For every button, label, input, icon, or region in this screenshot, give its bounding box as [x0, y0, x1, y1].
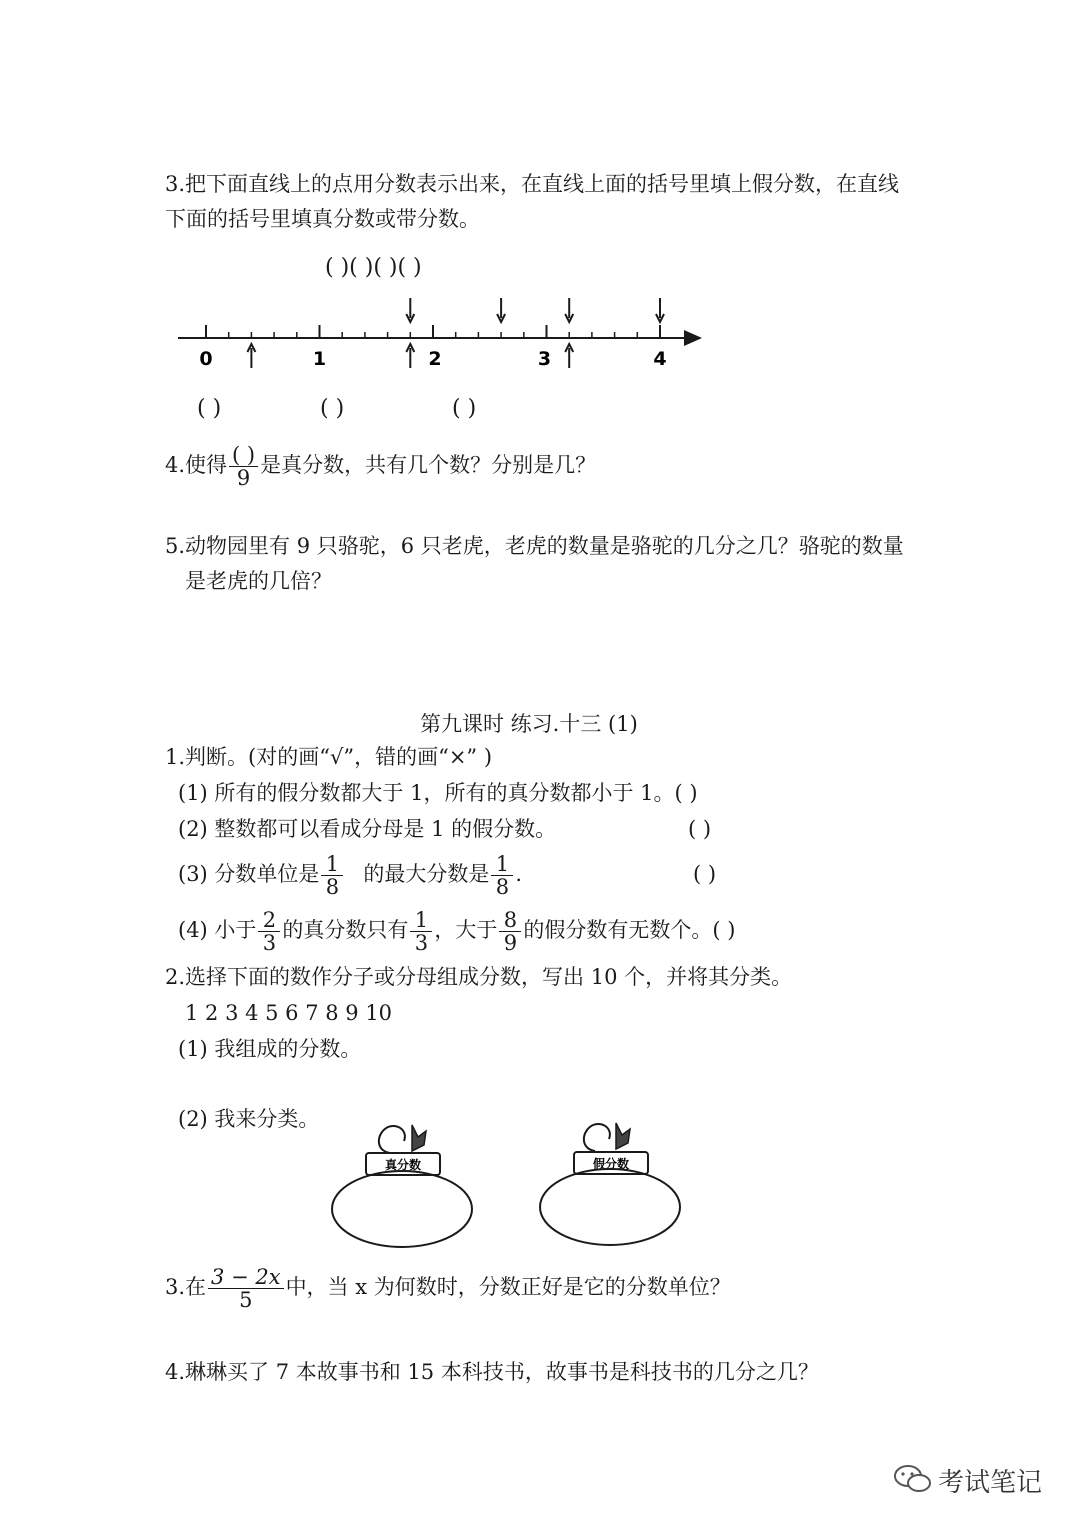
up-arrow-icon — [406, 344, 414, 368]
down-arrow-icon — [497, 298, 505, 322]
number-line-label-3: 3 — [537, 348, 552, 370]
bottom-paren-2: ( ) — [320, 396, 345, 421]
item4-end: 的假分数有无数个。( ) — [523, 918, 736, 942]
item4-fraction-1 — [258, 909, 280, 954]
judge-item-2: (2) 整数都可以看成分母是 1 的假分数。 — [178, 817, 557, 841]
down-arrow-icon — [656, 298, 664, 322]
frac-num: 2 — [258, 909, 280, 932]
q4-prefix: 4.使得 — [165, 453, 228, 477]
judge-item-3-paren: ( ) — [693, 862, 717, 886]
q4-numerator: ( ) — [229, 444, 258, 467]
squirrel-icon — [379, 1125, 426, 1153]
bottom-paren-3: ( ) — [452, 396, 477, 421]
frac-den: 9 — [503, 931, 518, 955]
number-line-ticks — [206, 325, 660, 338]
judge-item-3 — [178, 848, 522, 900]
number-line-label-4: 4 — [653, 348, 667, 370]
down-arrow-icon — [565, 298, 573, 322]
q2-sub2: (2) 我来分类。 — [178, 1107, 320, 1131]
number-line-label-2: 2 — [428, 348, 442, 370]
number-line-label-0: 0 — [199, 348, 213, 370]
q2-heading: 2.选择下面的数作分子或分母组成分数，写出 10 个，并将其分类。 — [165, 965, 793, 989]
item3-mid: 的最大分数是 — [363, 862, 490, 886]
judge-item-1: (1) 所有的假分数都大于 1，所有的真分数都小于 1。( ) — [178, 781, 698, 805]
q5-line2: 是老虎的几倍？ — [185, 569, 332, 593]
judge-item-2-paren: ( ) — [688, 817, 712, 841]
bottom-paren-1: ( ) — [197, 396, 222, 421]
wechat-icon — [893, 1462, 933, 1496]
up-arrow-icon — [565, 344, 573, 368]
q4b-text: 4.琳琳买了 7 本故事书和 15 本科技书，故事书是科技书的几分之几？ — [165, 1360, 819, 1384]
q4-denominator: 9 — [236, 466, 251, 490]
frac-num: 1 — [491, 853, 513, 876]
q3-text-line2: 下面的括号里填真分数或带分数。 — [165, 207, 480, 231]
q3b-suffix: 中，当 x 为何数时，分数正好是它的分数单位？ — [285, 1275, 731, 1299]
number-line-labels — [199, 348, 666, 370]
number-line-label-1: 1 — [312, 348, 327, 370]
classification-figure — [320, 1115, 700, 1255]
q3b-prefix: 3.在 — [165, 1275, 207, 1299]
section-title: 第九课时 练习.十三 (1) — [420, 712, 638, 736]
watermark-text: 考试笔记 — [938, 1468, 1043, 1498]
up-arrow-icon — [247, 344, 255, 368]
judge-heading: 1.判断。(对的画“√”，错的画“×” ) — [165, 745, 493, 769]
q2-numbers: 1 2 3 4 5 6 7 8 9 10 — [185, 1001, 393, 1025]
q3b-denominator: 5 — [239, 1288, 253, 1312]
frac-den: 8 — [495, 875, 510, 899]
set-improper-fraction — [540, 1169, 680, 1245]
frac-num: 1 — [410, 909, 432, 932]
q3-text-line1: 3.把下面直线上的点用分数表示出来，在直线上面的括号里填上假分数，在直线 — [165, 172, 900, 196]
set-true-fraction — [332, 1171, 472, 1247]
sign-true-fraction-label: 真分数 — [384, 1158, 422, 1172]
number-line-figure — [0, 0, 1080, 440]
q5-line1: 5.动物园里有 9 只骆驼，6 只老虎，老虎的数量是骆驼的几分之几？骆驼的数量 — [165, 534, 904, 558]
q4-fraction — [229, 444, 258, 489]
item3-prefix: (3) 分数单位是 — [178, 862, 320, 886]
sign-improper-fraction-label: 假分数 — [592, 1157, 630, 1171]
frac-den: 8 — [325, 875, 340, 899]
q4-suffix: 是真分数，共有几个数？分别是几？ — [260, 453, 597, 477]
q3b-fraction — [208, 1266, 284, 1311]
down-arrow-icon — [406, 298, 414, 322]
frac-num: 1 — [321, 853, 343, 876]
judge-item-4 — [178, 904, 735, 956]
item4-fraction-2 — [410, 909, 432, 954]
q4-line — [165, 440, 596, 490]
item3-end: . — [515, 862, 523, 886]
frac-den: 3 — [262, 931, 277, 955]
frac-num: 8 — [499, 909, 521, 932]
q3b-line — [165, 1260, 731, 1314]
frac-den: 3 — [414, 931, 429, 955]
q3b-numerator: 3 − 2x — [208, 1266, 284, 1289]
squirrel-icon — [584, 1123, 630, 1151]
item3-fraction-1 — [321, 853, 343, 898]
item4-mid1: 的真分数只有 — [282, 918, 409, 942]
q2-sub1: (1) 我组成的分数。 — [178, 1037, 362, 1061]
top-answer-parens: ( )( )( )( ) — [325, 255, 422, 280]
item4-mid2: ，大于 — [434, 918, 498, 942]
item4-prefix: (4) 小于 — [178, 918, 257, 942]
item4-fraction-3 — [499, 909, 521, 954]
item3-fraction-2 — [491, 853, 513, 898]
